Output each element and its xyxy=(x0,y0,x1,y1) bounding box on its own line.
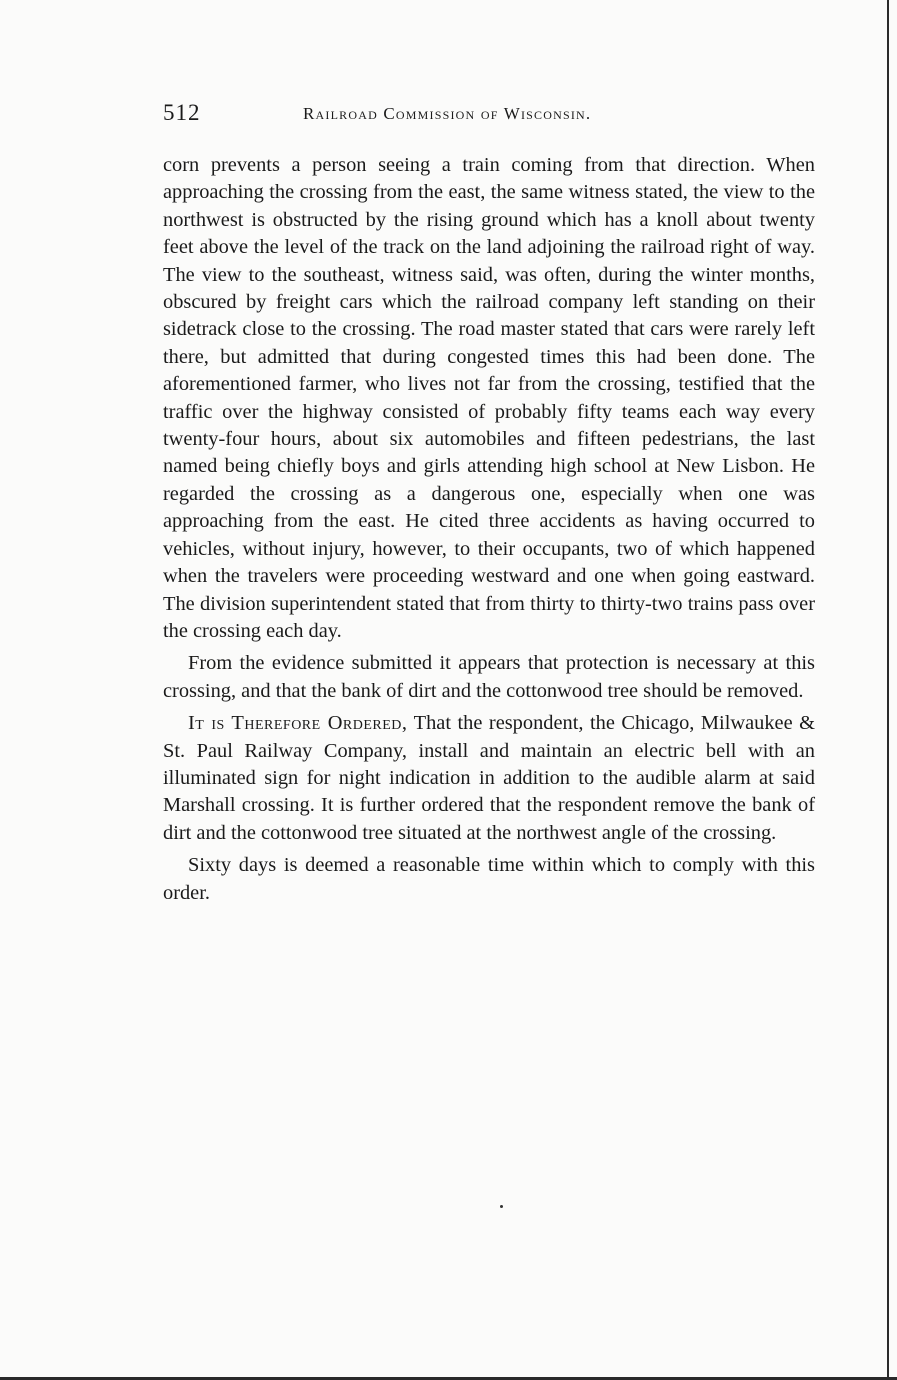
order-text: That the respondent, the Chicago, Milwaukee & St. Paul Railway Company, install and maintain an electric bell with an illuminated sign for night indication in addition to the audible alarm at said Marshall crossing. It is further ordered that the respondent remove the bank of dirt and the cottonwood tree situated at the northwest angle of the crossing. xyxy=(163,712,815,844)
print-speck xyxy=(500,1205,503,1208)
paragraph-finding: From the evidence submitted it appears that protection is necessary at this crossing, and that the bank of dirt and the cottonwood tree should be removed. xyxy=(163,652,815,702)
paragraph-order xyxy=(163,710,815,847)
paragraph-compliance: Sixty days is deemed a reasonable time within which to comply with this order. xyxy=(163,854,815,904)
page-edge-right xyxy=(887,0,889,1380)
running-title: Railroad Commission of Wisconsin. xyxy=(303,104,592,123)
order-lead: It is Therefore Ordered, xyxy=(188,712,408,735)
paragraph-evidence: corn prevents a person seeing a train coming from that direction. When approaching the crossing from the east, the same witness stated, the view to the northwest is obstructed by the rising ground which has a knoll about twenty feet above the level of the track on the land adjoining the railroad right of way. The view to the southeast, witness said, was often, during the winter months, obscured by freight cars which the railroad company left standing on their sidetrack close to the crossing. The road master stated that cars were rarely left there, but admitted that during congested times this had been done. The aforementioned farmer, who lives not far from the crossing, testified that the traffic over the highway consisted of probably fifty teams each way every twenty-four hours, about six automobiles and fifteen pedestrians, the last named being chiefly boys and girls attending high school at New Lisbon. He regarded the crossing as a dangerous one, especially when one was approaching from the east. He cited three accidents as having occurred to vehicles, without injury, however, to their occupants, two of which happened when the travelers were proceeding westward and one when going eastward. The division superintendent stated that from thirty to thirty-two trains pass over the crossing each day. xyxy=(163,154,815,642)
running-header xyxy=(163,100,815,130)
page-number: 512 xyxy=(163,100,201,125)
body-text xyxy=(163,152,815,912)
